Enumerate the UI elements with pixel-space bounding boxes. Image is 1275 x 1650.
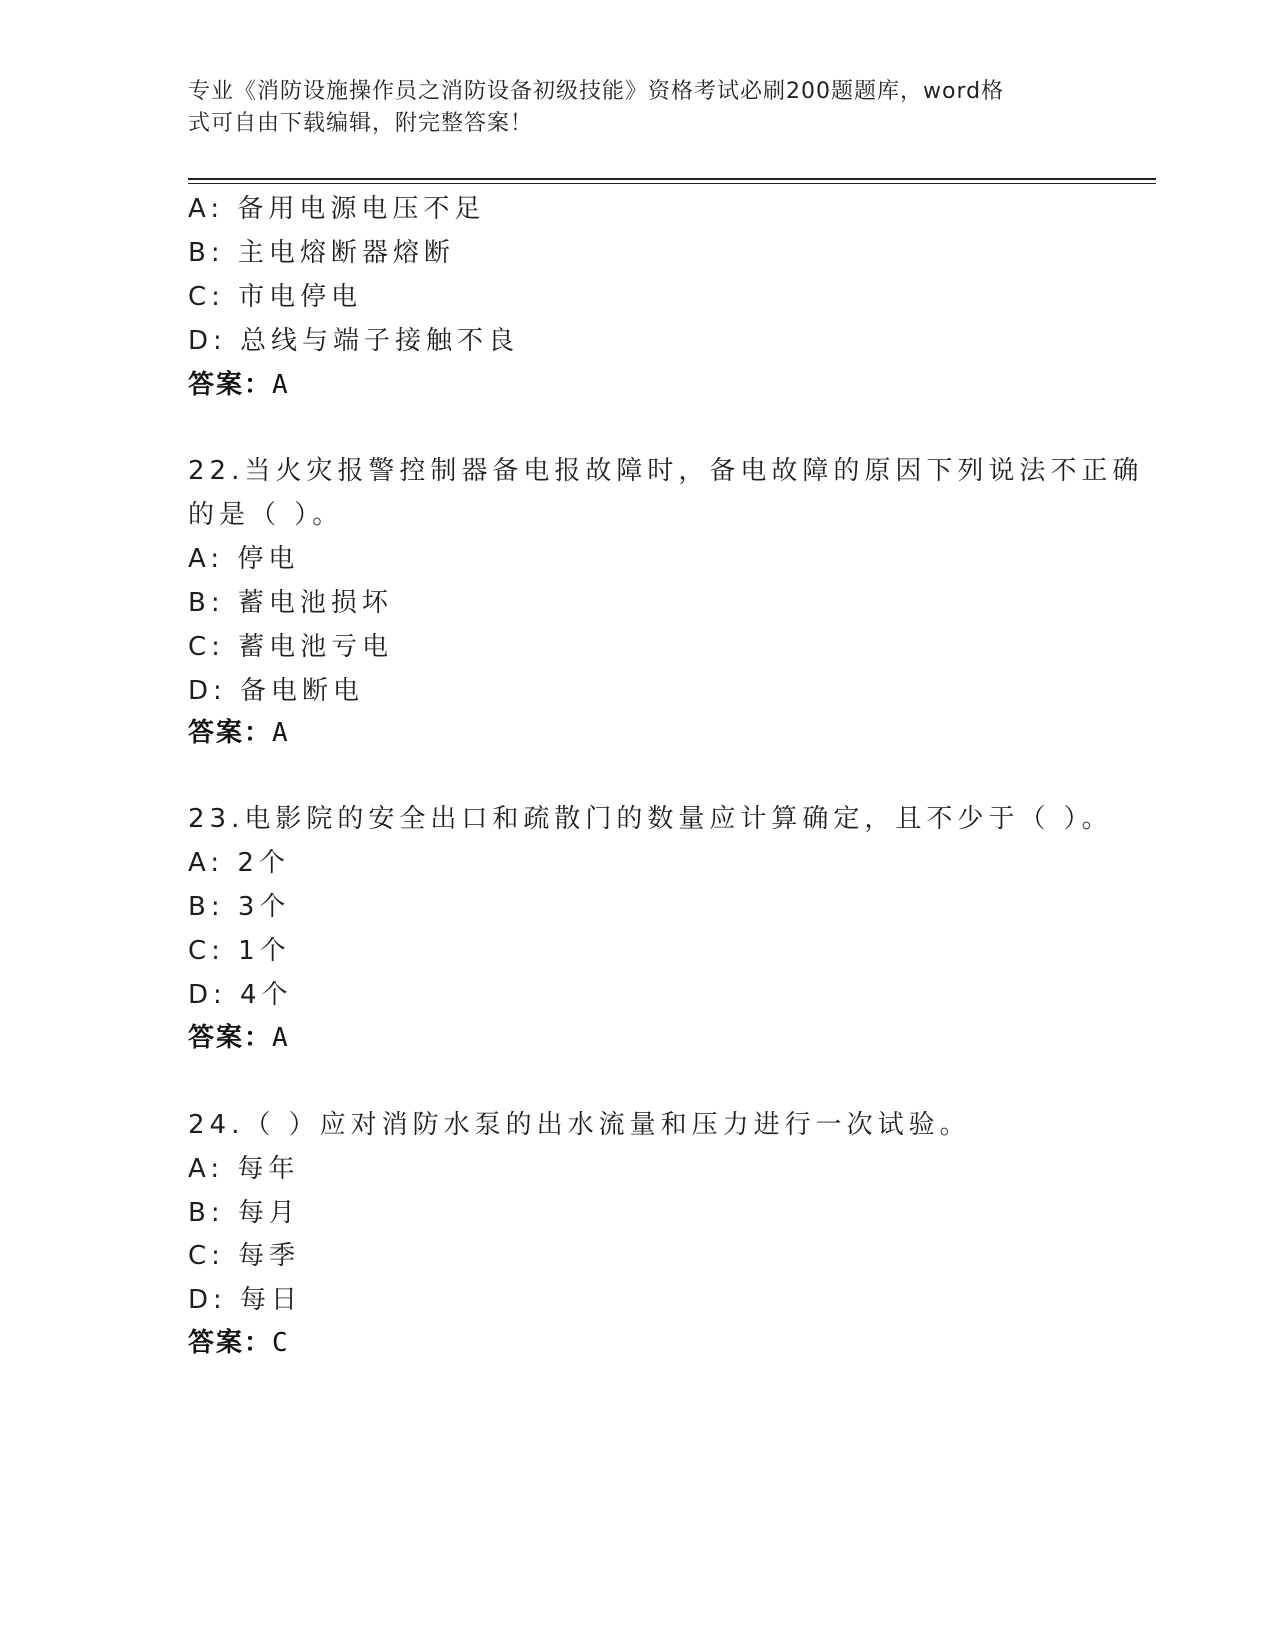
header-divider-thick	[188, 178, 1156, 180]
q23-option-b: B: 3个	[188, 892, 291, 922]
q24-option-d: D: 每日	[188, 1285, 303, 1315]
q24-answer	[188, 1322, 290, 1359]
answer-label: 答案：	[188, 718, 273, 748]
document-header	[188, 76, 1068, 140]
q23-answer	[188, 1017, 290, 1054]
q24-stem-line-1: 24.（ ）应对消防水泵的出水流量和压力进行一次试验。	[188, 1110, 971, 1140]
q21-answer	[188, 364, 290, 401]
q22-option-c: C: 蓄电池亏电	[188, 632, 394, 662]
q24-option-a: A: 每年	[188, 1154, 300, 1184]
q22-answer	[188, 712, 290, 749]
q21-option-c: C: 市电停电	[188, 282, 363, 312]
q24-option-c: C: 每季	[188, 1241, 301, 1271]
q23-option-c: C: 1个	[188, 936, 291, 966]
header-line-1: 专业《消防设施操作员之消防设备初级技能》资格考试必刷200题题库，word格	[188, 79, 1005, 104]
q22-option-d: D: 备电断电	[188, 676, 365, 706]
q22-stem-line-1: 22.当火灾报警控制器备电报故障时，备电故障的原因下列说法不正确	[188, 456, 1144, 486]
q23-option-d: D: 4个	[188, 980, 293, 1010]
header-line-2: 式可自由下载编辑，附完整答案！	[188, 111, 534, 136]
q22-stem-line-2: 的是（ ）。	[188, 500, 344, 530]
answer-value: A	[272, 370, 290, 400]
header-divider-thin	[188, 183, 1156, 184]
q24-option-b: B: 每月	[188, 1198, 300, 1228]
answer-label: 答案：	[188, 1328, 273, 1358]
answer-label: 答案：	[188, 1023, 273, 1053]
answer-label: 答案：	[188, 370, 273, 400]
q21-option-b: B: 主电熔断器熔断	[188, 238, 455, 268]
q21-option-d: D: 总线与端子接触不良	[188, 326, 520, 356]
answer-value: A	[272, 1023, 290, 1053]
q22-option-a: A: 停电	[188, 544, 300, 574]
q22-option-b: B: 蓄电池损坏	[188, 588, 393, 618]
q23-stem-line-1: 23.电影院的安全出口和疏散门的数量应计算确定，且不少于（ ）。	[188, 804, 1113, 834]
q21-option-a: A: 备用电源电压不足	[188, 194, 486, 224]
q23-option-a: A: 2个	[188, 848, 290, 878]
answer-value: C	[272, 1328, 290, 1358]
answer-value: A	[272, 718, 290, 748]
